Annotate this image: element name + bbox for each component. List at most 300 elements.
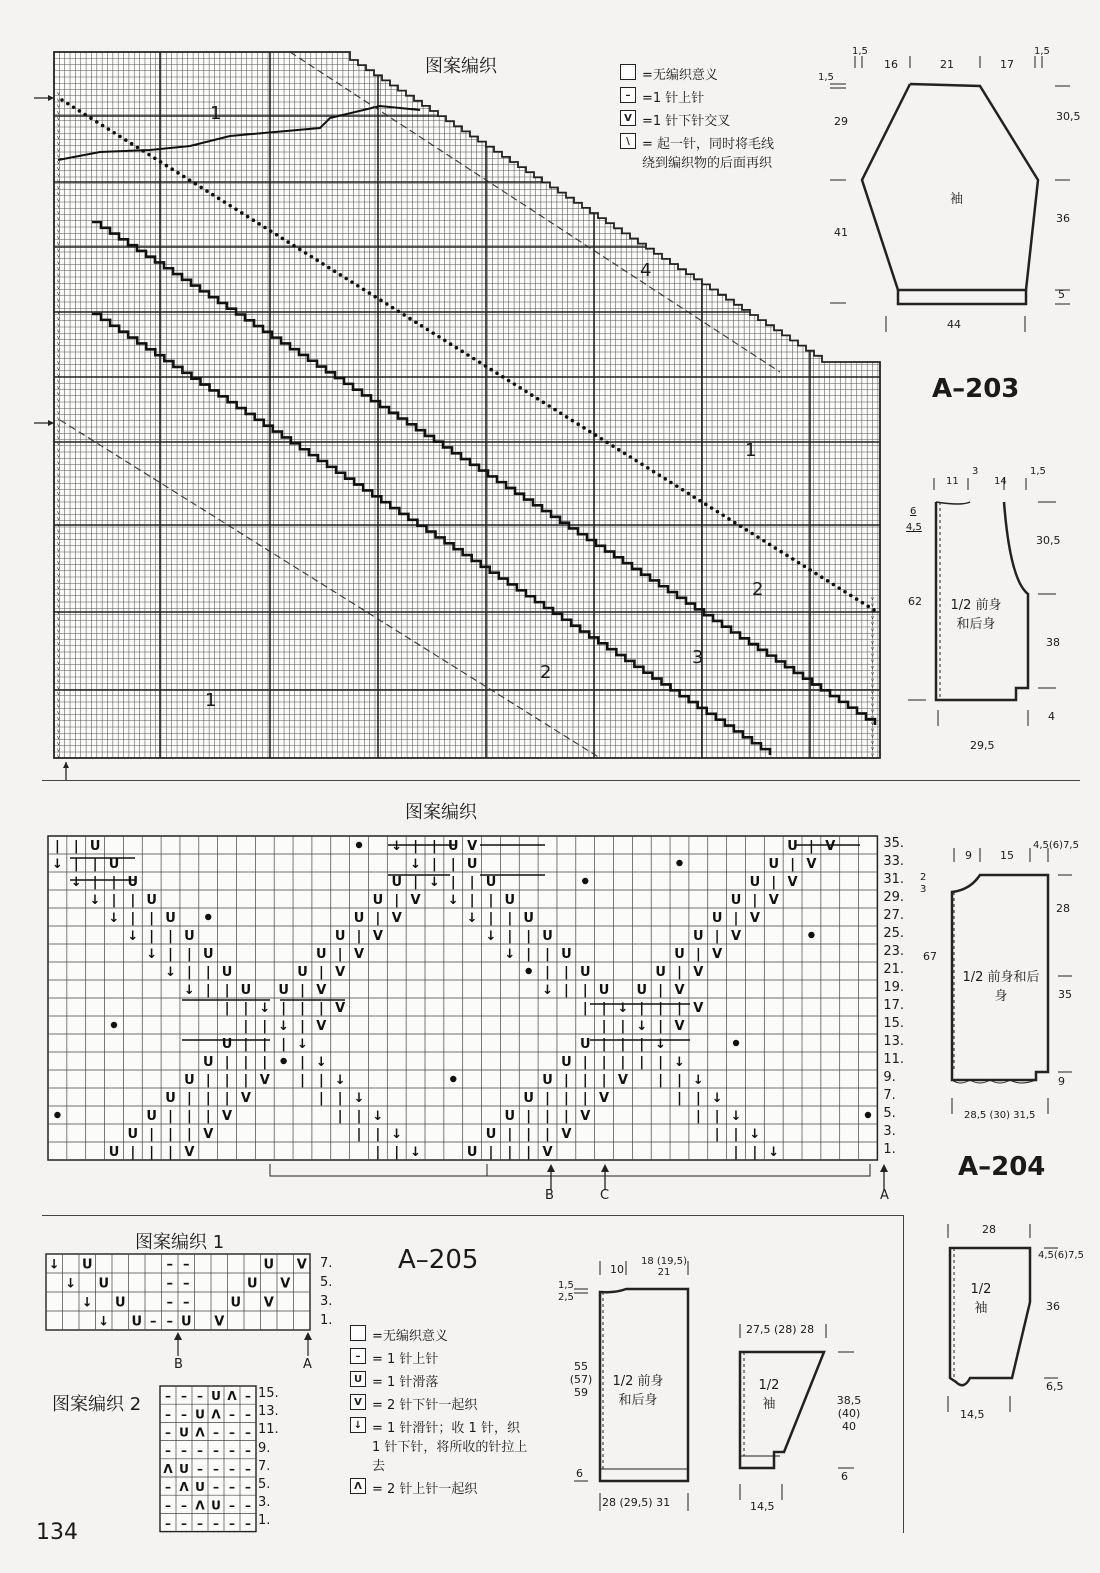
marker-b: B: [545, 1188, 554, 1203]
svg-text:–: –: [181, 1516, 187, 1531]
row-number: 7.: [258, 1458, 271, 1474]
svg-text:v: v: [871, 696, 874, 702]
svg-text:v: v: [57, 241, 60, 247]
svg-text:|: |: [224, 1091, 230, 1106]
row-number: 3.: [258, 1495, 271, 1511]
row-number: 23.: [883, 944, 905, 959]
svg-text:U: U: [108, 857, 120, 872]
svg-text:U: U: [131, 1314, 143, 1330]
svg-text:V: V: [391, 911, 402, 926]
svg-text:v: v: [57, 291, 60, 297]
svg-text:|: |: [337, 947, 343, 962]
svg-text:V: V: [806, 857, 817, 872]
svg-text:U: U: [579, 1037, 591, 1052]
svg-text:v: v: [871, 752, 874, 759]
svg-text:|: |: [733, 1127, 739, 1142]
svg-text:|: |: [356, 929, 362, 944]
svg-text:|: |: [488, 1145, 494, 1160]
svg-text:↓: ↓: [372, 1109, 384, 1124]
marker-c: C: [600, 1188, 610, 1203]
svg-text:v: v: [57, 403, 60, 410]
svg-text:v: v: [57, 609, 60, 616]
svg-text:U: U: [221, 965, 233, 980]
svg-text:|: |: [545, 1109, 550, 1124]
svg-text:U: U: [127, 875, 139, 890]
svg-text:v: v: [57, 484, 60, 491]
svg-text:|: |: [488, 911, 494, 926]
svg-text:|: |: [526, 1109, 532, 1124]
svg-text:v: v: [57, 222, 60, 229]
svg-text:v: v: [871, 721, 874, 727]
svg-text:|: |: [356, 1109, 362, 1124]
svg-text:|: |: [545, 1127, 550, 1142]
svg-text:v: v: [57, 509, 60, 516]
svg-text:U: U: [542, 929, 553, 944]
svg-text:–: –: [245, 1425, 251, 1440]
svg-text:v: v: [57, 441, 60, 447]
svg-text:↓: ↓: [504, 947, 516, 962]
svg-text:v: v: [57, 459, 60, 466]
svg-text:V: V: [787, 875, 798, 890]
svg-text:|: |: [149, 929, 155, 944]
svg-text:↓: ↓: [278, 1019, 290, 1034]
svg-text:v: v: [57, 453, 60, 460]
sleeve-label: 袖: [950, 192, 964, 207]
region-label: 2: [752, 579, 764, 600]
svg-text:↓: ↓: [542, 983, 553, 998]
row-number: 5.: [258, 1477, 271, 1492]
svg-text:v: v: [57, 284, 60, 291]
purl-symbol-icon: –: [620, 87, 636, 103]
svg-text:–: –: [229, 1461, 235, 1476]
svg-text:v: v: [57, 278, 60, 285]
svg-text:–: –: [197, 1443, 203, 1458]
svg-text:–: –: [197, 1516, 203, 1531]
svg-text:v: v: [57, 316, 60, 322]
svg-text:V: V: [693, 1001, 704, 1016]
section-divider: [42, 780, 1080, 781]
svg-text:v: v: [57, 134, 60, 141]
svg-text:U: U: [655, 965, 666, 980]
svg-text:V: V: [580, 1109, 591, 1124]
svg-text:v: v: [57, 741, 60, 747]
svg-text:U: U: [561, 947, 572, 962]
svg-text:|: |: [337, 1109, 343, 1124]
svg-text:|: |: [450, 857, 456, 872]
row-number: 27.: [883, 908, 905, 923]
svg-text:V: V: [749, 911, 760, 926]
svg-text:|: |: [695, 1109, 701, 1124]
svg-text:|: |: [658, 983, 663, 998]
svg-text:|: |: [545, 947, 550, 962]
svg-text:Λ: Λ: [163, 1461, 173, 1476]
svg-text:↓: ↓: [768, 1145, 780, 1160]
svg-text:V: V: [730, 929, 742, 944]
svg-text:U: U: [127, 1127, 139, 1142]
svg-text:V: V: [335, 1001, 346, 1016]
svg-text:v: v: [57, 678, 60, 685]
svg-text:v: v: [57, 397, 60, 404]
svg-text:v: v: [57, 97, 60, 104]
svg-text:|: |: [601, 1037, 607, 1052]
svg-text:|: |: [601, 1073, 607, 1088]
svg-text:V: V: [353, 947, 365, 962]
svg-text:|: |: [243, 1073, 249, 1088]
svg-text:v: v: [57, 647, 60, 654]
svg-text:|: |: [658, 1073, 663, 1088]
svg-text:↓: ↓: [183, 983, 195, 998]
row-number: 5.: [883, 1106, 896, 1121]
svg-text:v: v: [57, 597, 60, 604]
svg-text:v: v: [57, 122, 60, 129]
svg-text:U: U: [81, 1257, 93, 1273]
svg-text:V: V: [214, 1314, 225, 1330]
row-number: 25.: [883, 926, 905, 941]
svg-text:v: v: [57, 309, 60, 316]
svg-text:–: –: [245, 1461, 251, 1476]
svg-text:v: v: [57, 472, 60, 479]
svg-text:U: U: [598, 983, 610, 998]
svg-text:v: v: [57, 547, 60, 554]
svg-text:|: |: [205, 983, 211, 998]
svg-text:–: –: [150, 1314, 157, 1330]
svg-text:–: –: [245, 1389, 251, 1404]
svg-text:v: v: [57, 572, 60, 579]
svg-text:V: V: [296, 1257, 307, 1273]
svg-text:–: –: [213, 1443, 219, 1458]
svg-text:–: –: [245, 1407, 251, 1422]
body-label: 1/2 前身和后身: [950, 598, 1002, 632]
svg-text:|: |: [658, 1019, 663, 1034]
svg-text:v: v: [871, 621, 874, 627]
svg-text:↓: ↓: [334, 1073, 346, 1088]
svg-text:v: v: [57, 191, 60, 197]
svg-text:–: –: [183, 1276, 190, 1292]
svg-text:v: v: [57, 628, 60, 635]
svg-text:v: v: [57, 209, 60, 216]
svg-text:|: |: [375, 911, 381, 926]
svg-text:U: U: [693, 929, 704, 944]
svg-text:Λ: Λ: [211, 1407, 221, 1422]
svg-text:v: v: [57, 659, 60, 666]
svg-text:v: v: [57, 366, 60, 372]
svg-text:|: |: [168, 1127, 173, 1142]
svg-text:|: |: [205, 965, 211, 980]
svg-text:V: V: [372, 929, 383, 944]
row-number: 7.: [883, 1088, 896, 1103]
svg-text:↓: ↓: [70, 875, 82, 890]
svg-text:↓: ↓: [89, 893, 101, 908]
svg-text:v: v: [57, 534, 60, 541]
svg-text:v: v: [871, 714, 874, 721]
svg-text:–: –: [229, 1407, 235, 1422]
svg-text:–: –: [229, 1480, 235, 1495]
svg-text:|: |: [168, 1145, 173, 1160]
svg-text:v: v: [57, 622, 60, 629]
row-number: 9.: [883, 1070, 896, 1085]
svg-text:|: |: [469, 875, 475, 890]
svg-text:↓: ↓: [353, 1091, 365, 1106]
svg-text:V: V: [674, 1019, 685, 1034]
svg-text:–: –: [245, 1480, 251, 1495]
skp-symbol-icon: ↓: [350, 1417, 366, 1433]
svg-text:U: U: [447, 839, 459, 854]
svg-text:v: v: [57, 203, 60, 210]
region-label: 1: [210, 103, 222, 124]
svg-text:v: v: [57, 522, 60, 529]
svg-text:↓: ↓: [297, 1037, 308, 1052]
legend-a203-item-2: V =1 针下针交叉: [620, 110, 800, 129]
svg-text:↓: ↓: [636, 1019, 648, 1034]
svg-text:v: v: [871, 746, 874, 752]
blank-symbol-icon: [350, 1325, 366, 1341]
svg-text:|: |: [130, 911, 136, 926]
svg-text:U: U: [89, 839, 101, 854]
svg-text:|: |: [243, 1019, 249, 1034]
svg-text:–: –: [229, 1498, 235, 1513]
svg-text:|: |: [564, 983, 569, 998]
svg-text:↓: ↓: [51, 857, 63, 872]
svg-text:v: v: [871, 633, 874, 640]
svg-text:v: v: [871, 596, 874, 602]
drop-stitch-symbol-icon: U: [350, 1371, 366, 1387]
svg-text:Λ: Λ: [195, 1498, 205, 1513]
svg-text:v: v: [57, 328, 60, 335]
row-number: 1.: [258, 1513, 271, 1529]
svg-text:v: v: [57, 697, 60, 704]
svg-text:|: |: [677, 1001, 682, 1016]
svg-text:U: U: [278, 983, 289, 998]
svg-text:v: v: [57, 266, 60, 272]
svg-text:|: |: [224, 1001, 230, 1016]
svg-text:v: v: [57, 722, 60, 729]
svg-text:v: v: [57, 566, 60, 572]
pattern-code-a203: A–203: [932, 374, 1020, 404]
svg-text:V: V: [263, 1295, 274, 1311]
svg-text:v: v: [871, 733, 874, 740]
svg-text:v: v: [57, 178, 60, 185]
svg-text:v: v: [871, 671, 874, 677]
svg-text:U: U: [179, 1461, 189, 1476]
svg-text:v: v: [57, 253, 60, 260]
svg-text:–: –: [197, 1461, 203, 1476]
svg-text:|: |: [413, 839, 418, 854]
svg-text:V: V: [259, 1073, 270, 1088]
svg-text:v: v: [871, 708, 874, 715]
svg-text:v: v: [57, 616, 60, 622]
svg-text:|: |: [469, 893, 475, 908]
svg-text:|: |: [187, 965, 192, 980]
svg-text:v: v: [57, 528, 60, 535]
svg-text:U: U: [787, 839, 798, 854]
legend-a203-item-0: =无编织意义: [620, 64, 800, 83]
svg-text:–: –: [165, 1389, 171, 1404]
svg-text:|: |: [168, 947, 173, 962]
svg-text:|: |: [601, 1055, 607, 1070]
svg-text:v: v: [57, 91, 60, 97]
svg-text:|: |: [526, 1145, 532, 1160]
svg-text:|: |: [658, 1001, 663, 1016]
svg-text:|: |: [564, 1091, 569, 1106]
svg-text:|: |: [714, 1127, 720, 1142]
svg-text:v: v: [871, 683, 874, 690]
row-number: 19.: [883, 980, 905, 995]
svg-text:v: v: [57, 372, 60, 379]
svg-text:|: |: [507, 1127, 513, 1142]
row-number: 29.: [883, 890, 905, 905]
svg-text:v: v: [57, 584, 60, 591]
svg-text:–: –: [181, 1498, 187, 1513]
svg-text:|: |: [168, 1109, 173, 1124]
svg-text:–: –: [213, 1516, 219, 1531]
svg-text:v: v: [57, 559, 60, 566]
svg-text:|: |: [639, 1037, 645, 1052]
svg-text:v: v: [57, 434, 60, 441]
svg-text:|: |: [318, 965, 324, 980]
svg-text:U: U: [504, 1109, 516, 1124]
svg-text:V: V: [316, 983, 327, 998]
row-number: 13.: [258, 1404, 279, 1420]
svg-text:V: V: [335, 965, 346, 980]
svg-text:v: v: [57, 197, 60, 204]
svg-text:U: U: [485, 1127, 497, 1142]
svg-text:|: |: [168, 929, 173, 944]
svg-text:–: –: [166, 1314, 173, 1330]
svg-text:V: V: [542, 1145, 553, 1160]
svg-text:|: |: [130, 893, 136, 908]
region-label: 1: [205, 690, 217, 711]
svg-text:↓: ↓: [428, 875, 440, 890]
svg-text:|: |: [507, 911, 513, 926]
svg-text:U: U: [202, 1055, 214, 1070]
svg-text:|: |: [300, 1019, 305, 1034]
section-divider: [903, 1215, 904, 1533]
svg-text:v: v: [57, 734, 60, 741]
svg-text:U: U: [485, 875, 497, 890]
legend-a205: [350, 1325, 540, 1501]
svg-text:↓: ↓: [315, 1055, 327, 1070]
svg-text:|: |: [356, 1127, 362, 1142]
svg-text:v: v: [57, 516, 60, 522]
svg-text:↓: ↓: [692, 1073, 704, 1088]
svg-text:U: U: [561, 1055, 572, 1070]
svg-text:U: U: [730, 893, 742, 908]
svg-text:V: V: [768, 893, 779, 908]
svg-text:v: v: [57, 747, 60, 754]
svg-text:U: U: [184, 929, 195, 944]
svg-text:–: –: [213, 1425, 219, 1440]
svg-text:↓: ↓: [466, 911, 478, 926]
svg-text:v: v: [57, 503, 60, 510]
region-label: 3: [692, 647, 704, 668]
svg-text:v: v: [57, 172, 60, 179]
svg-text:|: |: [714, 1109, 720, 1124]
svg-text:U: U: [711, 911, 723, 926]
svg-text:U: U: [146, 893, 157, 908]
svg-text:|: |: [243, 1055, 249, 1070]
svg-text:v: v: [57, 391, 60, 397]
svg-text:U: U: [179, 1425, 189, 1440]
svg-text:|: |: [432, 857, 437, 872]
svg-text:–: –: [165, 1443, 171, 1458]
region-label: 4: [640, 260, 652, 281]
svg-text:↓: ↓: [410, 1145, 422, 1160]
svg-text:|: |: [677, 965, 682, 980]
row-number: 21.: [883, 962, 905, 977]
svg-text:|: |: [318, 1073, 324, 1088]
svg-text:–: –: [183, 1257, 190, 1273]
region-label: 2: [540, 662, 552, 683]
svg-text:U: U: [674, 947, 685, 962]
svg-text:v: v: [871, 664, 874, 671]
svg-text:U: U: [184, 1073, 195, 1088]
svg-text:|: |: [394, 1145, 400, 1160]
svg-text:|: |: [187, 1127, 192, 1142]
svg-text:–: –: [165, 1407, 171, 1422]
svg-text:v: v: [57, 753, 60, 760]
svg-text:v: v: [57, 247, 60, 254]
svg-text:v: v: [871, 614, 874, 621]
svg-text:–: –: [245, 1498, 251, 1513]
svg-text:|: |: [243, 1001, 249, 1016]
svg-text:|: |: [318, 1091, 324, 1106]
row-number: 15.: [258, 1386, 279, 1401]
svg-text:|: |: [526, 1127, 532, 1142]
svg-text:↓: ↓: [48, 1257, 60, 1273]
p2tog-symbol-icon: Λ: [350, 1478, 366, 1494]
svg-text:↓: ↓: [391, 1127, 403, 1142]
svg-text:|: |: [790, 857, 795, 872]
svg-text:↓: ↓: [410, 857, 422, 872]
svg-text:v: v: [871, 639, 874, 646]
svg-text:v: v: [871, 646, 874, 652]
svg-text:v: v: [57, 259, 60, 266]
svg-text:|: |: [187, 1109, 192, 1124]
legend-a205-item-4: ↓ = 1 针滑针；收 1 针，织 1 针下针，将所收的针拉上去: [350, 1417, 540, 1474]
svg-text:v: v: [57, 153, 60, 160]
svg-text:v: v: [57, 603, 60, 610]
svg-text:V: V: [599, 1091, 610, 1106]
section-divider: [42, 1215, 904, 1216]
svg-text:U: U: [230, 1295, 242, 1311]
svg-text:U: U: [114, 1295, 126, 1311]
svg-text:v: v: [871, 702, 874, 709]
svg-text:|: |: [752, 1145, 758, 1160]
svg-text:|: |: [187, 1091, 192, 1106]
svg-text:|: |: [620, 1055, 626, 1070]
svg-text:↓: ↓: [749, 1127, 761, 1142]
svg-text:–: –: [183, 1295, 190, 1311]
legend-a205-item-0: =无编织意义: [350, 1325, 540, 1344]
svg-text:U: U: [316, 947, 327, 962]
svg-text:U: U: [391, 875, 403, 890]
svg-text:|: |: [375, 1127, 381, 1142]
svg-text:U: U: [523, 911, 534, 926]
k2tog-symbol-icon: V: [350, 1394, 366, 1410]
svg-text:↓: ↓: [98, 1314, 110, 1330]
svg-text:v: v: [871, 689, 874, 696]
svg-text:U: U: [98, 1276, 110, 1292]
svg-text:U: U: [297, 965, 308, 980]
svg-text:v: v: [57, 672, 60, 679]
svg-text:|: |: [733, 911, 739, 926]
svg-text:v: v: [57, 578, 60, 585]
svg-text:v: v: [57, 428, 60, 435]
svg-text:|: |: [582, 1091, 588, 1106]
svg-text:v: v: [57, 641, 60, 647]
svg-text:v: v: [57, 541, 60, 547]
svg-text:V: V: [617, 1073, 628, 1088]
